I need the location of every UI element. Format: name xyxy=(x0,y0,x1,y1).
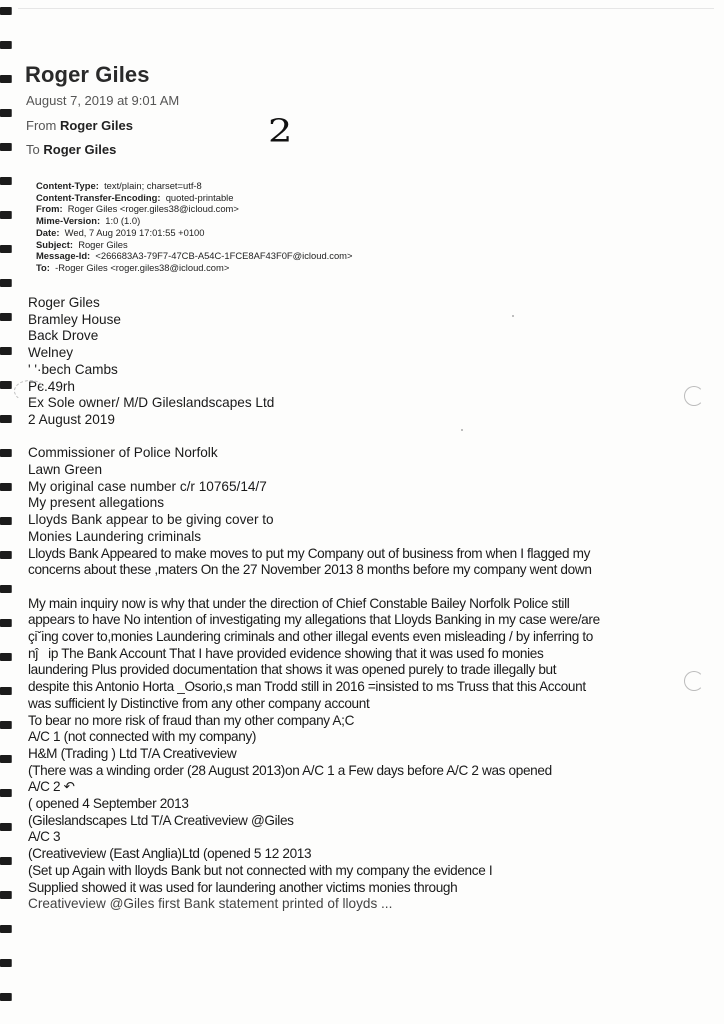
text-line: A/C 2 ↶ xyxy=(28,779,75,795)
header-value: <266683A3-79F7-47CB-A54C-1FCE8AF43F0F@icloud.com> xyxy=(95,250,353,262)
text-line: Roger Giles xyxy=(28,295,100,310)
binding-hole xyxy=(0,959,11,967)
header-key: Subject: xyxy=(36,238,73,250)
binding-hole xyxy=(0,245,11,253)
binding-hole xyxy=(0,41,11,49)
text-line: My original case number c/r 10765/14/7 xyxy=(28,478,267,494)
binding-hole xyxy=(0,925,11,933)
header-key: From: xyxy=(36,203,63,215)
text-line: concerns about these ,maters On the 27 November 2013 8 months before my company went down xyxy=(28,562,592,578)
binding-hole xyxy=(0,517,11,525)
text-line: Supplied showed it was used for laundering another victims monies through xyxy=(28,879,458,895)
header-key: To: xyxy=(36,261,50,273)
binding-hole xyxy=(0,891,11,899)
text-line: To bear no more risk of fraud than my other company A;C xyxy=(28,712,355,728)
scan-speck xyxy=(461,429,463,431)
header-value: Roger Giles xyxy=(78,238,128,250)
raw-email-headers xyxy=(36,180,352,274)
text-line: was sufficient ly Distinctive from any other company account xyxy=(28,695,370,711)
binding-hole xyxy=(0,313,11,321)
scan-speck xyxy=(512,315,514,317)
main-inquiry-paragraph xyxy=(28,596,600,897)
text-line: (Creativeview (East Anglia)Ltd (opened 5 12 2013 xyxy=(28,846,312,862)
binding-hole xyxy=(0,449,11,457)
binding-hole xyxy=(0,381,11,389)
header-row xyxy=(36,192,352,204)
text-line: nĵ ip The Bank Account That I have provided evidence showing that it was used fo monies xyxy=(28,645,544,661)
text-line: My main inquiry now is why that under the direction of Chief Constable Bailey Norfolk Police still xyxy=(28,595,570,611)
email-subject-title: Roger Giles xyxy=(25,62,150,87)
text-line: ( opened 4 September 2013 xyxy=(28,796,189,812)
text-line: (There was a winding order (28 August 2013)on A/C 1 a Few days before A/C 2 was opened xyxy=(28,762,552,778)
binding-hole xyxy=(0,75,11,83)
text-line: despite this Antonio Horta _Osorio,s man Trodd still in 2016 =insisted to ms Truss that this Account xyxy=(28,679,586,695)
text-line: H&M (Trading ) Ltd T/A Creativeview xyxy=(28,745,237,761)
text-line: Welney xyxy=(28,345,74,361)
header-row xyxy=(36,215,352,227)
handwritten-page-number: 2 xyxy=(267,112,293,150)
binding-hole xyxy=(0,415,11,423)
scan-edge-line xyxy=(18,8,714,9)
text-line: My present allegations xyxy=(28,495,165,511)
email-date: August 7, 2019 at 9:01 AM xyxy=(26,93,180,108)
binding-hole xyxy=(0,687,11,695)
text-line: Monies Laundering criminals xyxy=(28,528,202,544)
scan-smudge xyxy=(14,380,46,402)
email-body xyxy=(28,295,600,912)
header-key: Content-Transfer-Encoding: xyxy=(36,191,161,203)
text-line: Commissioner of Police Norfolk xyxy=(28,445,218,461)
header-key: Mime-Version: xyxy=(36,215,101,227)
header-row xyxy=(36,250,352,262)
header-value: -Roger Giles <roger.giles38@icloud.com> xyxy=(55,261,230,273)
text-line: Lloyds Bank appear to be giving cover to xyxy=(28,512,274,528)
binding-hole xyxy=(0,721,11,729)
text-line: Lloyds Bank Appeared to make moves to put my Company out of business from when I flagged my xyxy=(28,545,591,561)
binding-hole xyxy=(0,177,11,185)
from-label: From xyxy=(26,118,57,133)
binding-hole xyxy=(0,347,11,355)
binding-hole xyxy=(0,109,11,117)
header-value: quoted-printable xyxy=(165,191,234,203)
scan-circle-mark xyxy=(684,386,704,406)
binding-hole xyxy=(0,823,11,831)
binding-holes xyxy=(0,0,14,1024)
to-label: To xyxy=(26,142,40,157)
binding-hole xyxy=(0,551,11,559)
truncated-line: Creativeview @Giles first Bank statement printed of lloyds ... xyxy=(28,896,393,912)
text-line: 2 August 2019 xyxy=(28,411,115,427)
header-row xyxy=(36,262,352,274)
header-key: Content-Type: xyxy=(36,180,99,191)
header-row xyxy=(36,239,352,251)
sender-address-block xyxy=(28,295,600,429)
from-name: Roger Giles xyxy=(59,118,133,133)
text-line: çiˇing cover to,monies Laundering criminals and other illegal events even misleading / by inferring to xyxy=(28,629,594,645)
binding-hole xyxy=(0,143,11,151)
text-line: A/C 1 (not connected with my company) xyxy=(28,729,257,745)
binding-hole xyxy=(0,279,11,287)
recipient-allegations-block xyxy=(28,445,600,579)
binding-hole xyxy=(0,755,11,763)
text-line: Ex Sole owner/ M/D Gileslandscapes Ltd xyxy=(28,395,275,411)
text-line: Pє.49rh xyxy=(28,378,75,394)
text-line: appears to have No intention of investigating my allegations that Lloyds Banking in my case were/are xyxy=(28,612,600,628)
text-line: ' '·bech Cambs xyxy=(28,361,118,377)
text-line: Bramley House xyxy=(28,311,121,327)
text-line: (Set up Again with lloyds Bank but not connected with my company the evidence I xyxy=(28,862,493,878)
scan-circle-mark xyxy=(684,671,704,691)
text-line: laundering Plus provided documentation that shows it was opened purely to trade illegally but xyxy=(28,662,557,678)
binding-hole xyxy=(0,585,11,593)
header-value: Roger Giles <roger.giles38@icloud.com> xyxy=(67,203,239,215)
binding-hole xyxy=(0,653,11,661)
header-row xyxy=(36,180,352,192)
header-row xyxy=(36,203,352,215)
text-line: (Gileslandscapes Ltd T/A Creativeview @Giles xyxy=(28,812,294,828)
text-line: Lawn Green xyxy=(28,462,103,478)
header-value: 1:0 (1.0) xyxy=(105,215,141,227)
header-value: text/plain; charset=utf-8 xyxy=(104,180,202,191)
header-row xyxy=(36,227,352,239)
to-name: Roger Giles xyxy=(43,142,117,157)
email-from xyxy=(26,118,133,133)
binding-hole xyxy=(0,789,11,797)
binding-hole xyxy=(0,483,11,491)
email-to xyxy=(26,142,116,157)
binding-hole xyxy=(0,7,11,15)
binding-hole xyxy=(0,619,11,627)
header-key: Message-Id: xyxy=(36,250,91,262)
binding-hole xyxy=(0,993,11,1001)
header-value: Wed, 7 Aug 2019 17:01:55 +0100 xyxy=(64,226,205,238)
text-line: Back Drove xyxy=(28,328,99,344)
text-line: A/C 3 xyxy=(28,829,61,845)
binding-hole xyxy=(0,211,11,219)
header-key: Date: xyxy=(36,226,60,238)
binding-hole xyxy=(0,857,11,865)
